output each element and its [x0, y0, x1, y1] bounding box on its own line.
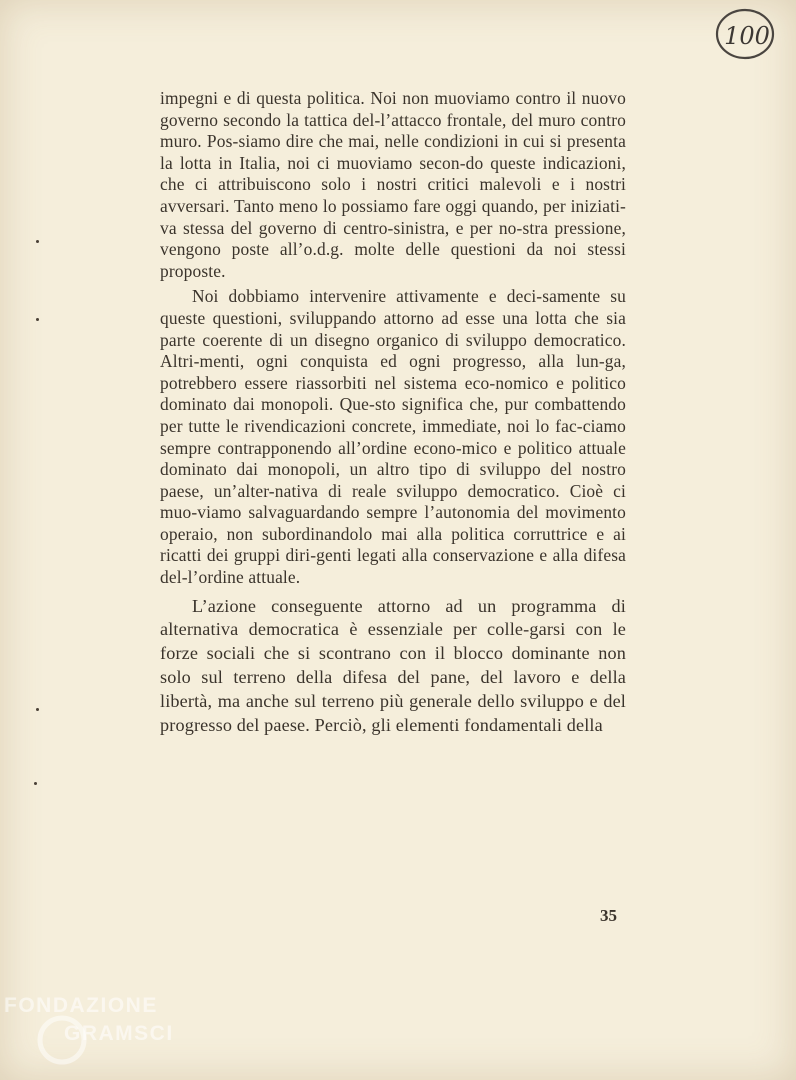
- archive-number-stamp: [714, 6, 776, 62]
- body-text: [160, 88, 626, 737]
- margin-mark: [36, 240, 39, 243]
- paragraph-1: impegni e di questa politica. Noi non muoviamo contro il nuovo governo secondo la tattica del-l’attacco frontale, del muro contro muro. Pos-siamo dire che mai, nelle condizioni in cui si presenta la lotta in Italia, noi ci muoviamo secon-do queste indicazioni, che ci attribuiscono solo i nostri critici malevoli e i nostri avversari. Tanto meno lo possiamo fare oggi quando, per iniziati-va stessa del governo di centro-sinistra, e per no-stra pressione, vengono poste all’o.d.g. molte delle questioni da noi stessi proposte.: [160, 88, 626, 281]
- stamp-text: 100: [724, 22, 770, 50]
- paragraph-2: Noi dobbiamo intervenire attivamente e deci-samente su queste questioni, sviluppando attorno ad esse una lotta che sia parte coerente di un disegno organico di sviluppo democratico. Altri-menti, ogni conquista ed ogni progresso, alla lun-ga, potrebbero essere riassorbiti nel sistema eco-nomico e politico dominato dai monopoli. Que-sto significa che, pur combattendo per tutte le rivendicazioni concrete, immediate, noi lo fac-ciamo sempre contrapponendo all’ordine econo-mico e politico attuale dominato dai monopoli, un altro tipo di sviluppo del nostro paese, un’alter-nativa di reale sviluppo democratico. Cioè ci muo-viamo salvaguardando sempre l’autonomia del movimento operaio, non subordinandolo mai alla politica corruttrice e ai ricatti dei gruppi diri-genti legati alla conservazione e alla difesa del-l’ordine attuale.: [160, 286, 626, 588]
- margin-mark: [36, 318, 39, 321]
- watermark-line-2: GRAMSCI: [64, 1022, 174, 1045]
- margin-mark: [36, 708, 39, 711]
- watermark-line-1: FONDAZIONE: [4, 994, 158, 1017]
- page-number: 35: [600, 906, 617, 925]
- margin-mark: [34, 782, 37, 785]
- paragraph-3: L’azione conseguente attorno ad un programma di alternativa democratica è essenziale per colle-garsi con le forze sociali che si scontrano con il blocco dominante non solo sul terreno della difesa del pane, del lavoro e della libertà, ma anche sul terreno più generale dello sviluppo e del progresso del paese. Perciò, gli elementi fondamentali della: [160, 595, 626, 735]
- fondazione-gramsci-watermark: [4, 990, 204, 1070]
